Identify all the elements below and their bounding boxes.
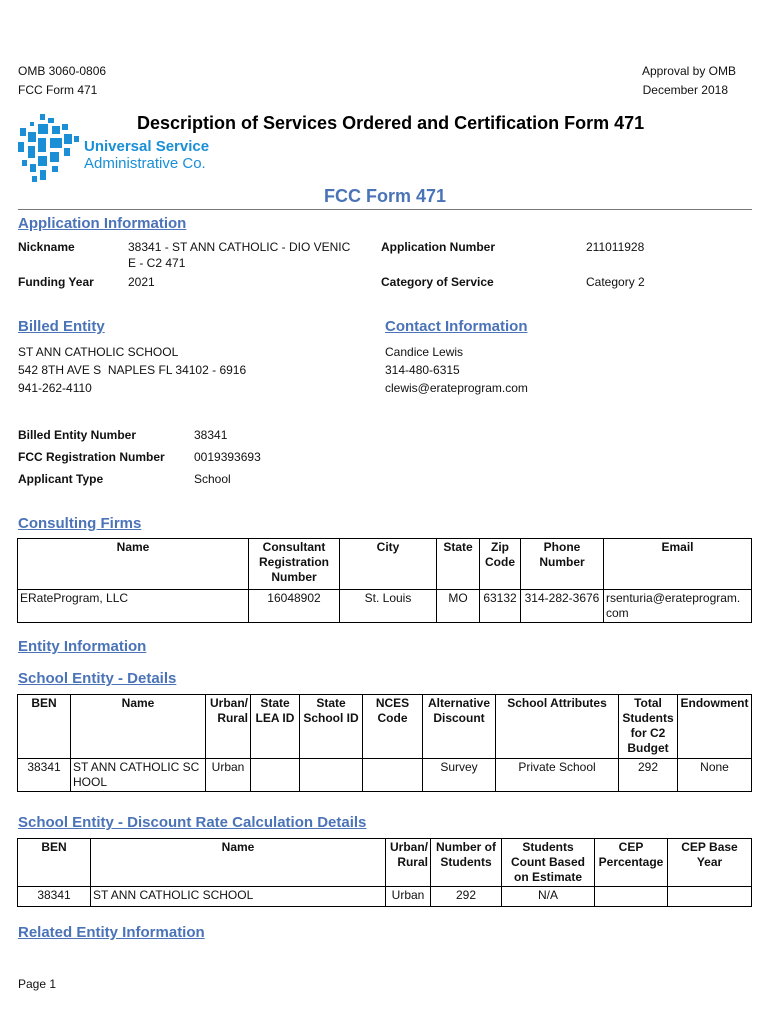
col-urban: Urban/ Rural	[386, 839, 431, 887]
school-urban: Urban	[206, 759, 251, 792]
col-nces: NCES Code	[363, 695, 423, 759]
col-total-students: Total Students for C2 Budget	[619, 695, 678, 759]
school-name: ST ANN CATHOLIC SC HOOL	[71, 759, 206, 792]
approval-text: Approval by OMB	[641, 64, 736, 78]
logo-line-1: Universal Service	[84, 138, 210, 155]
billed-entity-name: ST ANN CATHOLIC SCHOOL	[18, 345, 179, 359]
contact-name: Candice Lewis	[385, 345, 464, 359]
related-entity-heading: Related Entity Information	[18, 924, 205, 941]
school-state-id	[300, 759, 363, 792]
usac-logo-mark	[16, 112, 82, 184]
col-registration: Consultant Registration Number	[249, 539, 340, 590]
consulting-firms-table	[17, 538, 752, 623]
col-name: Name	[18, 539, 249, 590]
form-heading: FCC Form 471	[323, 186, 447, 206]
billed-entity-address: 542 8TH AVE S NAPLES FL 34102 - 6916	[18, 363, 247, 377]
entity-info-heading: Entity Information	[18, 638, 147, 655]
col-ben: BEN	[18, 695, 71, 759]
fcc-registration-value: 0019393693	[194, 450, 261, 464]
col-ben: BEN	[18, 839, 91, 887]
table-row	[18, 887, 752, 907]
discount-cep-base-year	[668, 887, 752, 907]
discount-calc-heading: School Entity - Discount Rate Calculation Details	[18, 814, 367, 831]
consultant-email: rsenturia@erateprogram. com	[604, 590, 752, 623]
category-value: Category 2	[586, 275, 645, 289]
nickname-value-2: E - C2 471	[128, 256, 186, 270]
contact-info-heading: Contact Information	[385, 318, 528, 335]
application-info-heading: Application Information	[18, 215, 187, 232]
billed-entity-number-label: Billed Entity Number	[18, 428, 137, 442]
school-lea-id	[251, 759, 300, 792]
col-phone: Phone Number	[521, 539, 604, 590]
omb-number: OMB 3060-0806	[18, 64, 107, 78]
col-zip: Zip Code	[480, 539, 521, 590]
col-urban: Urban/ Rural	[206, 695, 251, 759]
table-row	[18, 759, 752, 792]
col-school-id: State School ID	[300, 695, 363, 759]
usac-logo	[16, 112, 82, 184]
table-header-row	[18, 539, 752, 590]
applicant-type-value: School	[194, 472, 231, 486]
discount-urban: Urban	[386, 887, 431, 907]
applicant-type-label: Applicant Type	[18, 472, 104, 486]
billed-entity-number-value: 38341	[194, 428, 228, 442]
table-header-row	[18, 839, 752, 887]
billed-entity-heading: Billed Entity	[18, 318, 105, 335]
table-header-row	[18, 695, 752, 759]
discount-name: ST ANN CATHOLIC SCHOOL	[91, 887, 386, 907]
consultant-reg-number: 16048902	[249, 590, 340, 623]
fcc-registration-label: FCC Registration Number	[18, 450, 165, 464]
form-number: FCC Form 471	[18, 83, 98, 97]
school-entity-table	[17, 694, 752, 792]
col-alt-discount: Alternative Discount	[423, 695, 496, 759]
school-endowment: None	[678, 759, 752, 792]
col-cep-percentage: CEP Percentage	[595, 839, 668, 887]
discount-cep-percentage	[595, 887, 668, 907]
consultant-city: St. Louis	[340, 590, 437, 623]
col-num-students: Number of Students	[431, 839, 502, 887]
page-title: Description of Services Ordered and Certification Form 471	[137, 113, 645, 133]
school-nces	[363, 759, 423, 792]
application-number-label: Application Number	[381, 240, 496, 254]
category-label: Category of Service	[381, 275, 494, 289]
school-total-students: 292	[619, 759, 678, 792]
table-row	[18, 590, 752, 623]
col-city: City	[340, 539, 437, 590]
col-cep-base-year: CEP Base Year	[668, 839, 752, 887]
nickname-value-1: 38341 - ST ANN CATHOLIC - DIO VENIC	[128, 240, 351, 254]
col-email: Email	[604, 539, 752, 590]
consultant-name: ERateProgram, LLC	[18, 590, 249, 623]
school-ben: 38341	[18, 759, 71, 792]
logo-line-2: Administrative Co.	[84, 155, 206, 172]
approval-date: December 2018	[642, 83, 728, 97]
consultant-phone: 314-282-3676	[521, 590, 604, 623]
page-number: Page 1	[18, 977, 57, 991]
col-state: State	[437, 539, 480, 590]
school-alt-discount: Survey	[423, 759, 496, 792]
discount-ben: 38341	[18, 887, 91, 907]
col-school-attributes: School Attributes	[496, 695, 619, 759]
application-number-value: 211011928	[586, 240, 645, 254]
discount-count-estimate: N/A	[502, 887, 595, 907]
contact-email: clewis@erateprogram.com	[385, 381, 528, 395]
discount-num-students: 292	[431, 887, 502, 907]
col-name: Name	[91, 839, 386, 887]
consultant-zip: 63132	[480, 590, 521, 623]
funding-year-value: 2021	[128, 275, 155, 289]
col-name: Name	[71, 695, 206, 759]
contact-phone: 314-480-6315	[385, 363, 460, 377]
consultant-state: MO	[437, 590, 480, 623]
col-endowment: Endowment	[678, 695, 752, 759]
heading-divider	[18, 209, 752, 210]
consulting-firms-heading: Consulting Firms	[18, 515, 142, 532]
school-entity-heading: School Entity - Details	[18, 670, 177, 687]
funding-year-label: Funding Year	[18, 275, 94, 289]
nickname-label: Nickname	[18, 240, 75, 254]
col-count-estimate: Students Count Based on Estimate	[502, 839, 595, 887]
school-attributes: Private School	[496, 759, 619, 792]
billed-entity-phone: 941-262-4110	[18, 381, 92, 395]
discount-calc-table	[17, 838, 752, 907]
col-lea-id: State LEA ID	[251, 695, 300, 759]
